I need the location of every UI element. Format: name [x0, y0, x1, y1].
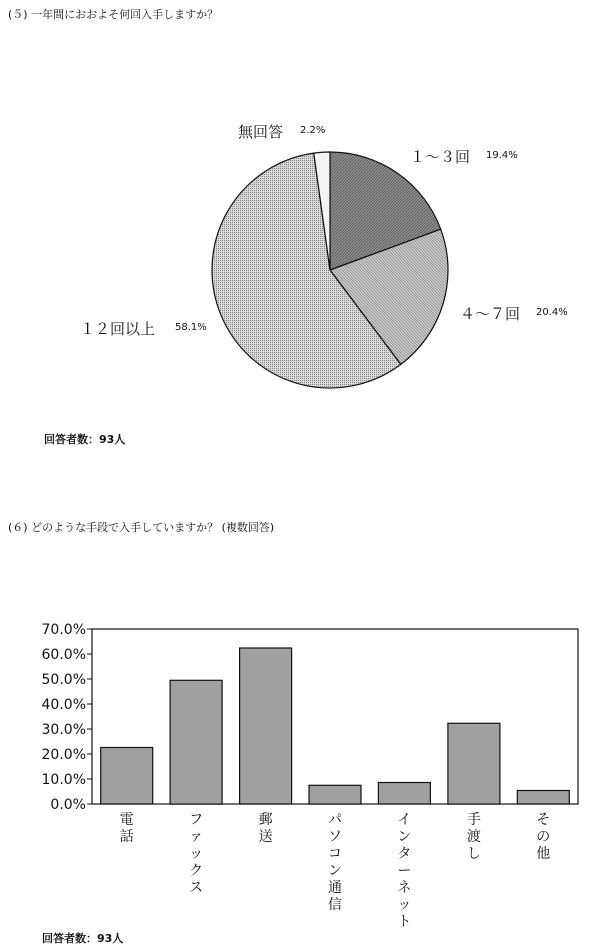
y-tick-label: 70.0% — [41, 622, 86, 638]
question-5: (５) 一年間におおよそ何回入手しますか？ — [8, 8, 219, 21]
y-tick-label: 0.0% — [50, 797, 86, 813]
pie-pct-12plus: 58.1% — [175, 322, 207, 333]
bar-2 — [240, 648, 292, 804]
y-tick-label: 50.0% — [41, 672, 86, 688]
bar-5 — [448, 723, 500, 804]
pie-label-4-7: ４～７回 — [460, 305, 521, 323]
x-category-label: 手渡し — [466, 812, 481, 862]
x-category-label: 電話 — [119, 812, 134, 845]
x-category-label: インターネット — [397, 812, 412, 930]
x-category-label: パソコン通信 — [328, 812, 342, 913]
x-category-label: 郵送 — [258, 812, 273, 845]
bar-6 — [517, 791, 569, 805]
y-tick-label: 20.0% — [41, 747, 86, 763]
bar-4 — [378, 783, 430, 805]
bar-3 — [309, 785, 361, 804]
respondents-6: 回答者数：93人 — [42, 932, 124, 945]
bar-0 — [101, 748, 153, 805]
x-category-label: その他 — [536, 812, 551, 862]
x-category-label: ファックス — [189, 812, 204, 896]
pie-label-12plus: １２回以上 — [80, 320, 156, 338]
y-tick-label: 40.0% — [41, 697, 86, 713]
bar-1 — [170, 680, 222, 804]
pie-pct-4-7: 20.4% — [536, 307, 568, 318]
question-6: (６) どのような手段で入手していますか？ (複数回答) — [8, 521, 275, 534]
pie-pct-no-answer: 2.2% — [300, 125, 326, 136]
y-tick-label: 10.0% — [41, 772, 86, 788]
pie-label-1-3: １～３回 — [410, 148, 471, 166]
pie-pct-1-3: 19.4% — [486, 150, 518, 161]
pie-label-no-answer: 無回答 — [238, 123, 284, 141]
respondents-5: 回答者数：93人 — [44, 433, 126, 446]
y-tick-label: 60.0% — [41, 647, 86, 663]
y-tick-label: 30.0% — [41, 722, 86, 738]
bar-plot-frame — [92, 629, 578, 804]
